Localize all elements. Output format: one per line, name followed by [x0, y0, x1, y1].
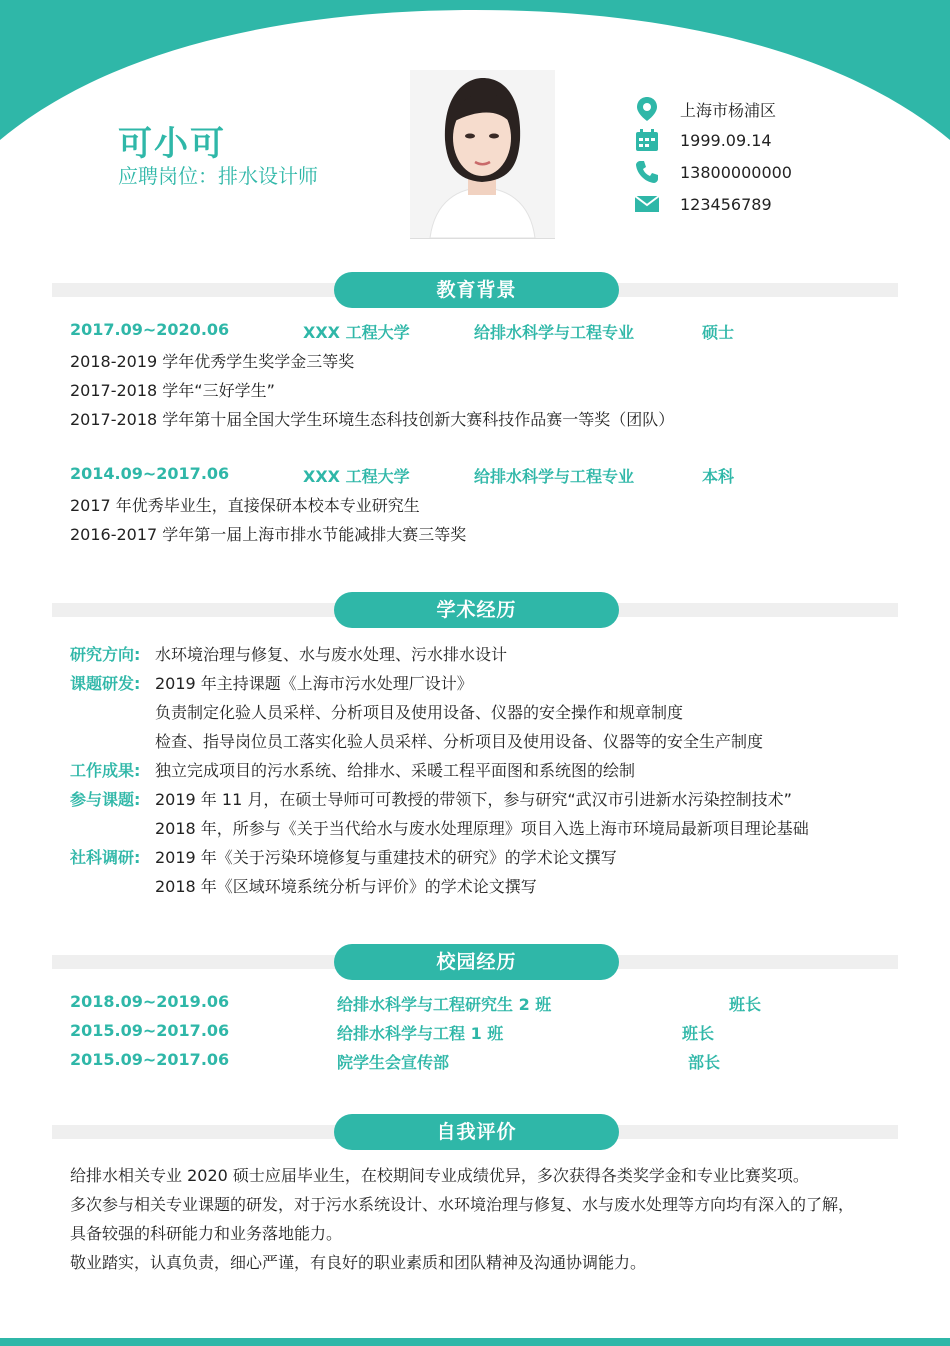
- profile-photo: [410, 70, 555, 239]
- campus-role: 班长: [729, 995, 762, 1014]
- edu-major: 给排水科学与工程专业: [474, 467, 635, 486]
- contact-address-row: [633, 95, 777, 123]
- edu-major: 给排水科学与工程专业: [474, 323, 635, 342]
- topic-label: 课题研发:: [70, 674, 141, 693]
- edu-item: 2017 年优秀毕业生，直接保研本校本专业研究生: [70, 496, 420, 515]
- location-icon: [633, 96, 661, 122]
- campus-org: 给排水科学与工程 1 班: [337, 1024, 504, 1043]
- self-line: 多次参与相关专业课题的研发，对于污水系统设计、水环境治理与修复、水与废水处理等方向均有深入的了解，: [70, 1195, 855, 1214]
- campus-org: 院学生会宣传部: [337, 1053, 450, 1072]
- topic-value: 2019 年主持课题《上海市污水处理厂设计》: [155, 674, 473, 693]
- campus-period: 2015.09~2017.06: [70, 1021, 230, 1040]
- calendar-icon: [633, 127, 661, 153]
- research-label: 研究方向:: [70, 645, 141, 664]
- mail-icon: [633, 191, 661, 217]
- social-label: 社科调研:: [70, 848, 141, 867]
- section-title-campus: 校园经历: [334, 944, 619, 980]
- section-title-academic: 学术经历: [334, 592, 619, 628]
- join-label: 参与课题:: [70, 790, 141, 809]
- campus-period: 2015.09~2017.06: [70, 1050, 230, 1069]
- edu-item: 2017-2018 学年第十届全国大学生环境生态科技创新大赛科技作品赛一等奖（团队）: [70, 410, 675, 429]
- contact-birth-row: [633, 126, 772, 154]
- candidate-name: 可小可: [118, 124, 226, 164]
- section-title-education: 教育背景: [334, 272, 619, 308]
- job-title: 应聘岗位：排水设计师: [118, 164, 318, 188]
- address-text: 上海市杨浦区: [680, 100, 777, 120]
- edu-degree: 本科: [702, 467, 735, 486]
- topic-value: 检查、指导岗位员工落实化验人员采样、分析项目及使用设备、仪器等的安全生产制度: [155, 732, 764, 751]
- social-value: 2019 年《关于污染环境修复与重建技术的研究》的学术论文撰写: [155, 848, 617, 867]
- social-value: 2018 年《区域环境系统分析与评价》的学术论文撰写: [155, 877, 537, 896]
- join-value: 2019 年 11 月，在硕士导师可可教授的带领下，参与研究“武汉市引进新水污染控制技术”: [155, 790, 792, 809]
- self-line: 敬业踏实，认真负责，细心严谨，有良好的职业素质和团队精神及沟通协调能力。: [70, 1253, 647, 1272]
- campus-org: 给排水科学与工程研究生 2 班: [337, 995, 552, 1014]
- topic-value: 负责制定化验人员采样、分析项目及使用设备、仪器的安全操作和规章制度: [155, 703, 684, 722]
- edu-item: 2016-2017 学年第一届上海市排水节能减排大赛三等奖: [70, 525, 467, 544]
- campus-period: 2018.09~2019.06: [70, 992, 230, 1011]
- research-value: 水环境治理与修复、水与废水处理、污水排水设计: [155, 645, 508, 664]
- edu-school: XXX 工程大学: [303, 467, 410, 486]
- result-label: 工作成果:: [70, 761, 141, 780]
- campus-role: 部长: [688, 1053, 721, 1072]
- phone-text: 13800000000: [680, 162, 792, 182]
- contact-phone-row: [633, 158, 792, 186]
- birth-text: 1999.09.14: [680, 130, 772, 150]
- edu-period: 2017.09~2020.06: [70, 320, 230, 339]
- email-text: 123456789: [680, 194, 772, 214]
- edu-period: 2014.09~2017.06: [70, 464, 230, 483]
- edu-item: 2017-2018 学年“三好学生”: [70, 381, 275, 400]
- join-value: 2018 年，所参与《关于当代给水与废水处理原理》项目入选上海市环境局最新项目理论基础: [155, 819, 809, 838]
- phone-icon: [633, 159, 661, 185]
- footer-bar: [0, 1338, 950, 1346]
- section-title-self: 自我评价: [334, 1114, 619, 1150]
- edu-degree: 硕士: [702, 323, 735, 342]
- edu-school: XXX 工程大学: [303, 323, 410, 342]
- contact-email-row: [633, 190, 772, 218]
- self-line: 给排水相关专业 2020 硕士应届毕业生，在校期间专业成绩优异，多次获得各类奖学金和专业比赛奖项。: [70, 1166, 809, 1185]
- campus-role: 班长: [682, 1024, 715, 1043]
- edu-item: 2018-2019 学年优秀学生奖学金三等奖: [70, 352, 355, 371]
- result-value: 独立完成项目的污水系统、给排水、采暖工程平面图和系统图的绘制: [155, 761, 636, 780]
- self-line: 具备较强的科研能力和业务落地能力。: [70, 1224, 343, 1243]
